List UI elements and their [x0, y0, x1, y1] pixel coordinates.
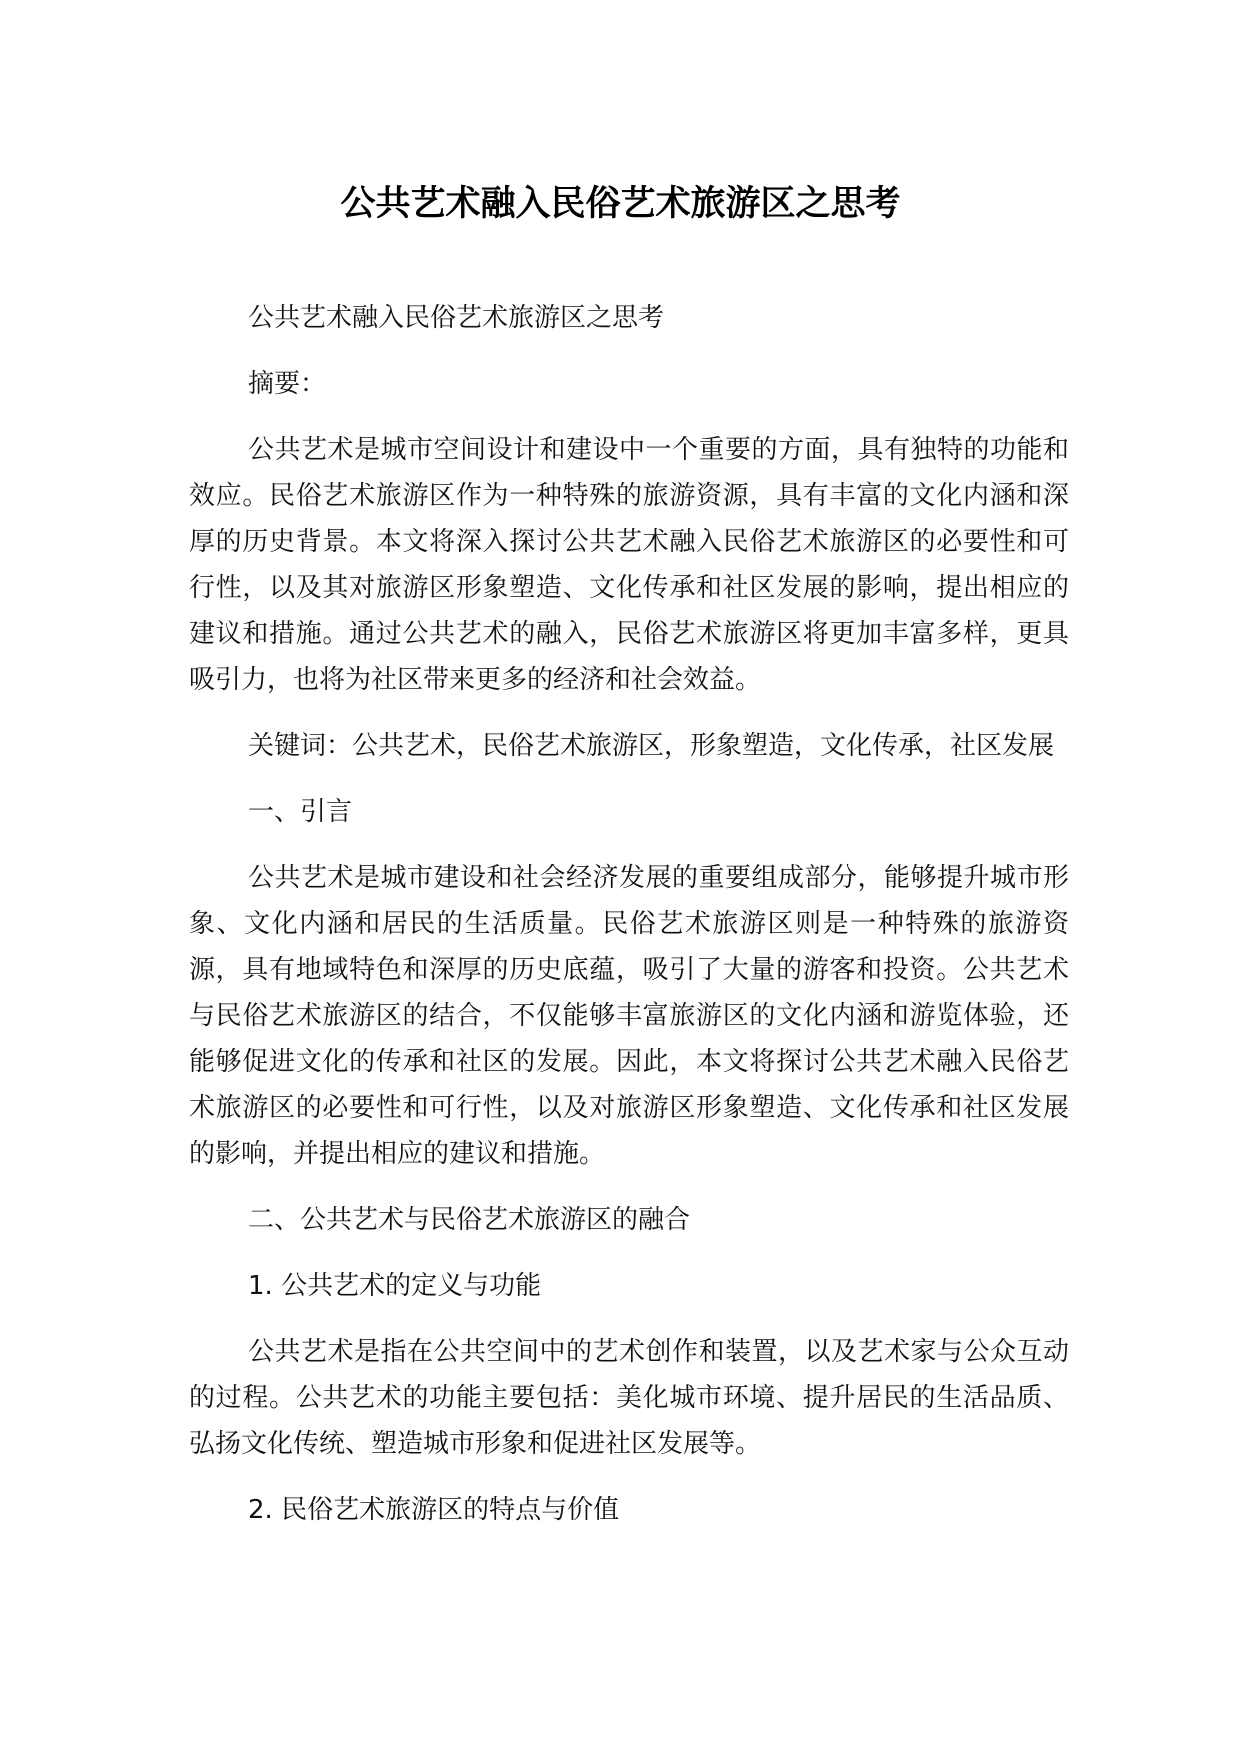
- paragraph-definition: 公共艺术是指在公共空间中的艺术创作和装置，以及艺术家与公众互动的过程。公共艺术的功能主要包括：美化城市环境、提升居民的生活品质、弘扬文化传统、塑造城市形象和促进社区发展等。: [189, 1337, 1069, 1459]
- section-heading-integration: 二、公共艺术与民俗艺术旅游区的融合: [248, 1205, 691, 1235]
- section-heading-introduction: 一、引言: [248, 797, 353, 827]
- paragraph-introduction: 公共艺术是城市建设和社会经济发展的重要组成部分，能够提升城市形象、文化内涵和居民的生活质量。民俗艺术旅游区则是一种特殊的旅游资源，具有地域特色和深厚的历史底蕴，吸引了大量的游客和投资。公共艺术与民俗艺术旅游区的结合，不仅能够丰富旅游区的文化内涵和游览体验，还能够促进文化的传承和社区的发展。因此，本文将探讨公共艺术融入民俗艺术旅游区的必要性和可行性，以及对旅游区形象塑造、文化传承和社区发展的影响，并提出相应的建议和措施。: [189, 863, 1069, 1169]
- paragraph-abstract-label: 摘要：: [248, 369, 327, 399]
- paragraph-subtitle: 公共艺术融入民俗艺术旅游区之思考: [248, 303, 665, 333]
- subsection-heading-characteristics: 2. 民俗艺术旅游区的特点与价值: [248, 1495, 620, 1525]
- paragraph-abstract: 公共艺术是城市空间设计和建设中一个重要的方面，具有独特的功能和效应。民俗艺术旅游区作为一种特殊的旅游资源，具有丰富的文化内涵和深厚的历史背景。本文将深入探讨公共艺术融入民俗艺术旅游区的必要性和可行性，以及其对旅游区形象塑造、文化传承和社区发展的影响，提出相应的建议和措施。通过公共艺术的融入，民俗艺术旅游区将更加丰富多样，更具吸引力，也将为社区带来更多的经济和社会效益。: [189, 435, 1069, 695]
- paragraph-keywords: 关键词：公共艺术，民俗艺术旅游区，形象塑造，文化传承，社区发展: [248, 731, 1055, 761]
- subsection-heading-definition: 1. 公共艺术的定义与功能: [248, 1271, 542, 1301]
- document-title: 公共艺术融入民俗艺术旅游区之思考: [340, 184, 901, 224]
- document-body: [189, 295, 1069, 1553]
